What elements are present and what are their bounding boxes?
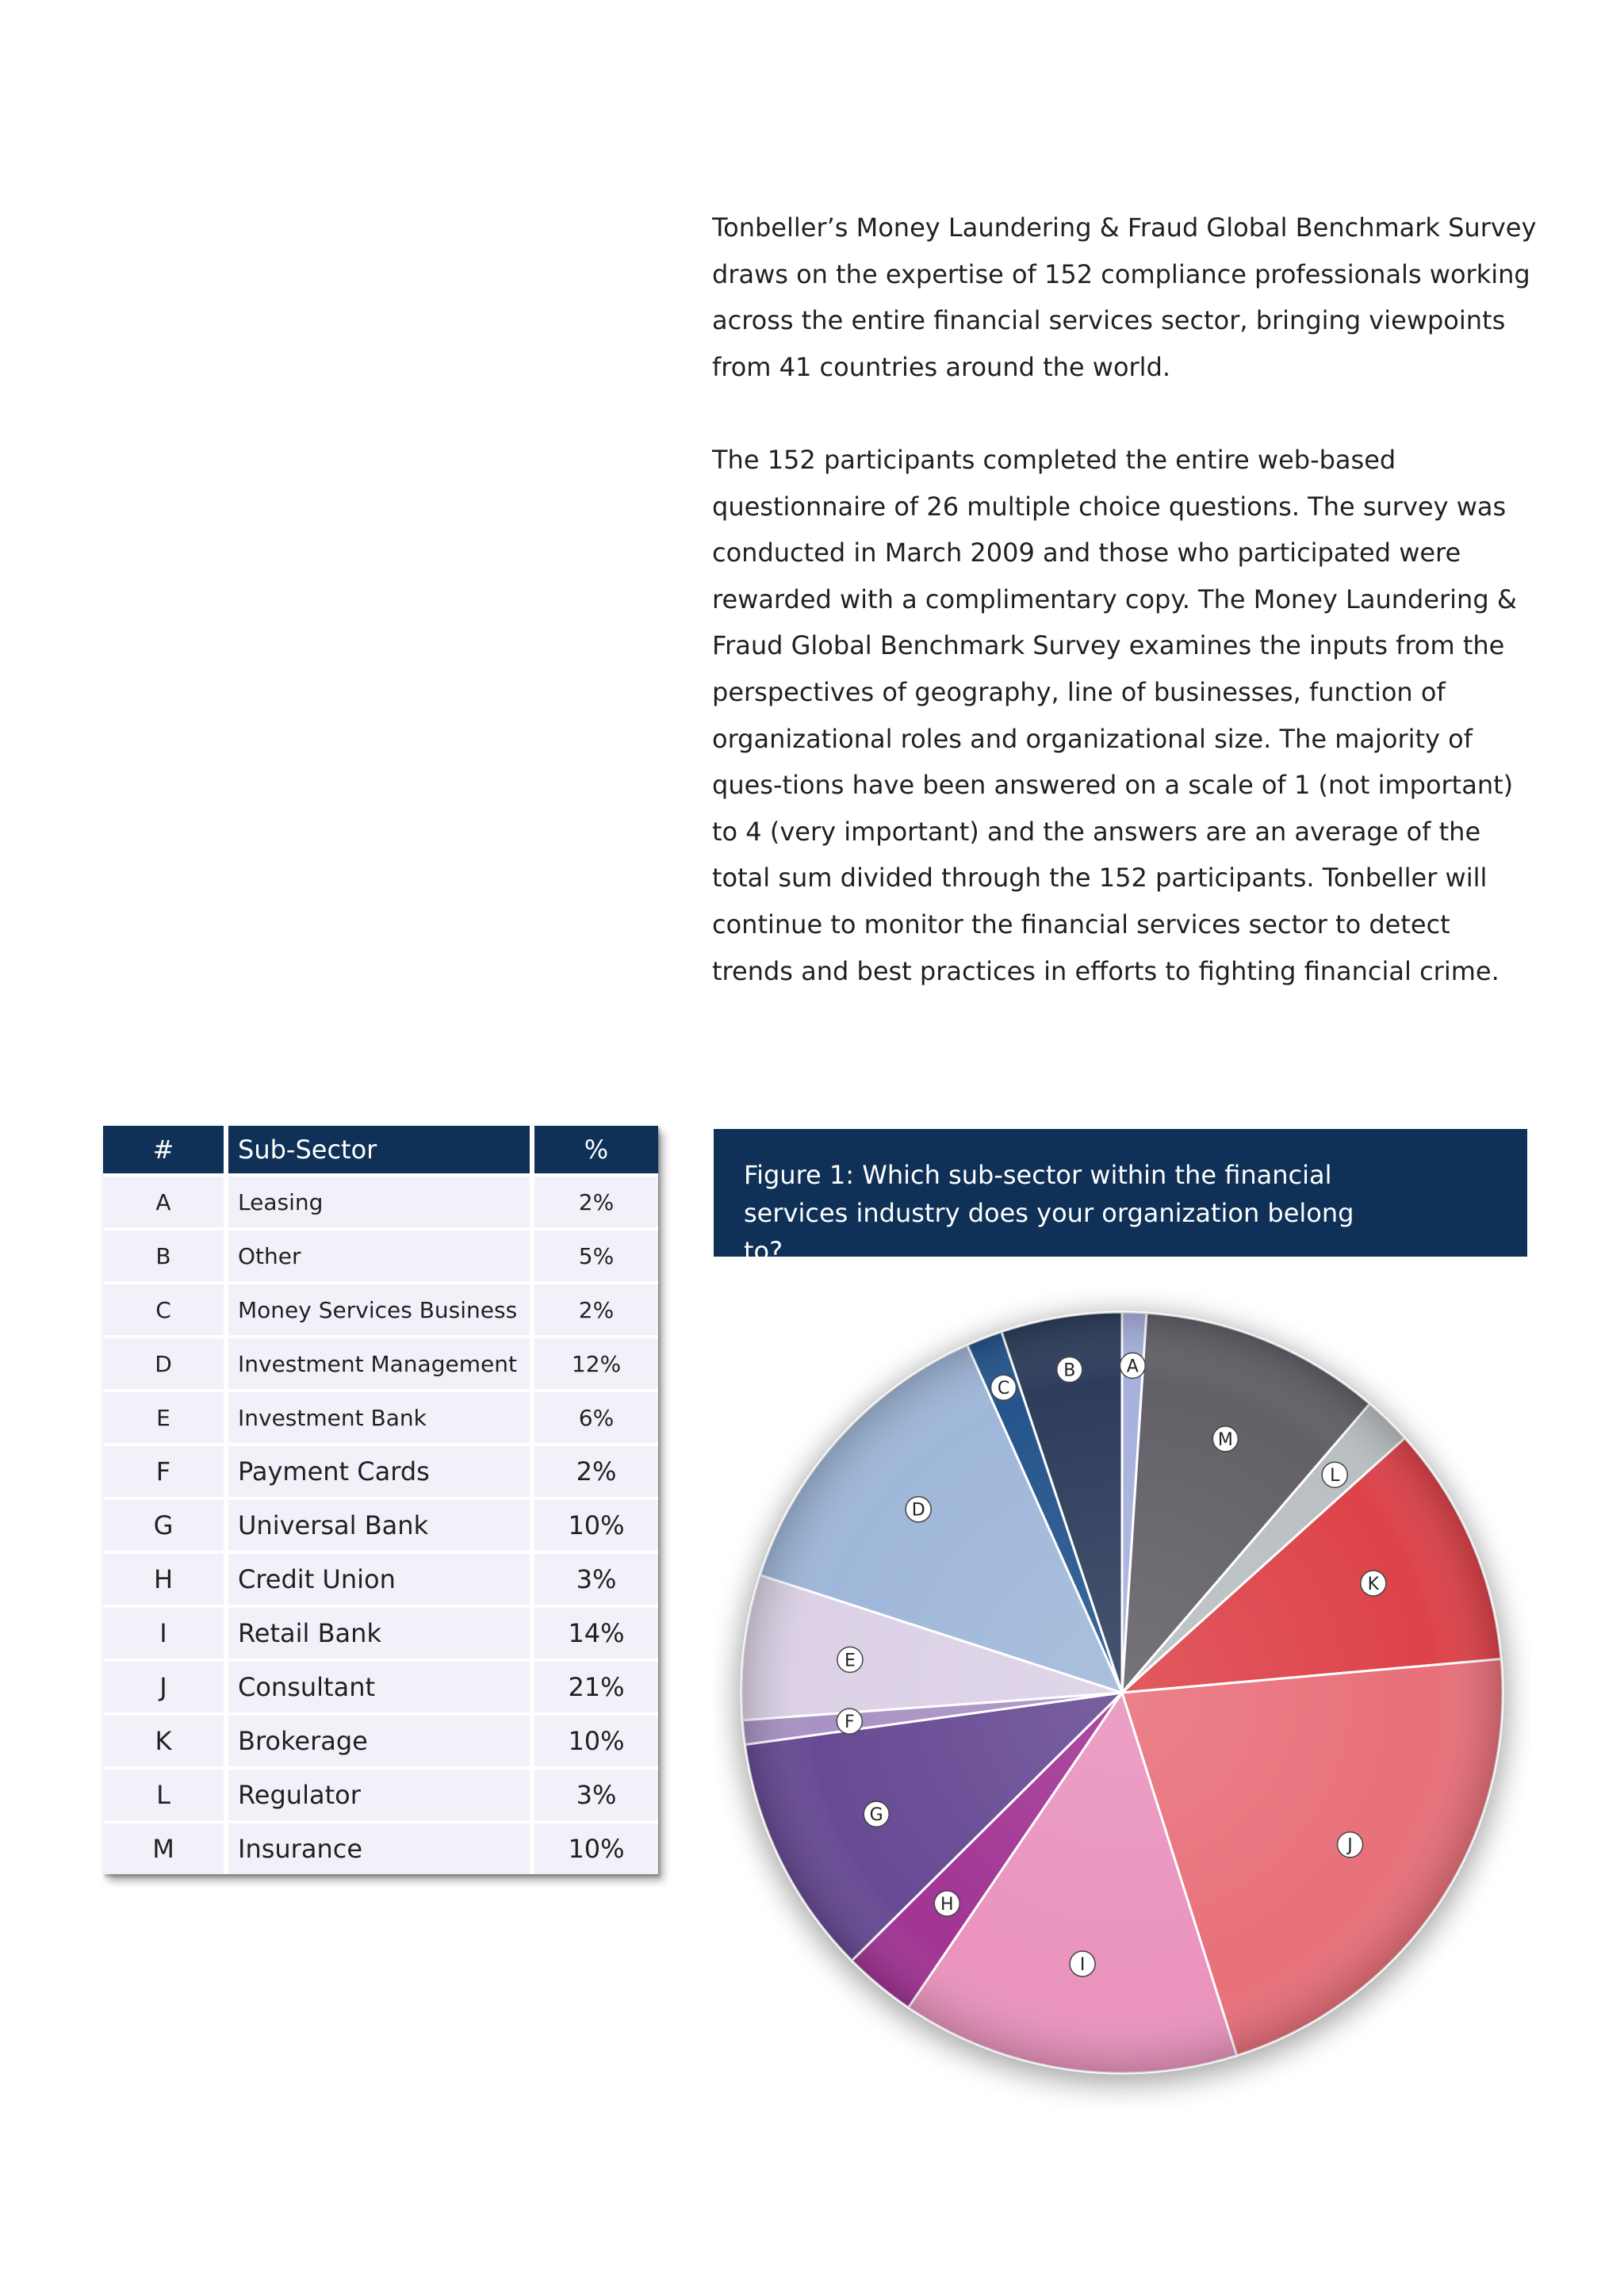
row-id: L [103,1770,224,1820]
pie-label-d [906,1497,931,1522]
row-id: H [103,1554,224,1605]
row-percent: 14% [534,1608,658,1659]
row-percent: 3% [534,1770,658,1820]
row-id: C [103,1284,224,1335]
row-percent: 2% [534,1177,658,1227]
svg-text:G: G [869,1805,883,1826]
table-row [103,1554,658,1605]
svg-text:K: K [1367,1574,1380,1594]
row-id: D [103,1338,224,1389]
row-percent: 5% [534,1230,658,1281]
figure-title: Figure 1: Which sub-sector within the financial services industry does your organization belong to? [744,1160,1354,1266]
row-sub-sector: Brokerage [228,1716,530,1766]
table-row [103,1770,658,1820]
table-header-row [103,1126,658,1173]
row-percent: 10% [534,1716,658,1766]
svg-text:F: F [844,1712,855,1733]
svg-text:E: E [844,1651,856,1671]
header-id: # [103,1126,224,1173]
table-row [103,1446,658,1497]
svg-text:M: M [1217,1429,1233,1450]
table-row [103,1392,658,1443]
svg-text:L: L [1330,1466,1340,1487]
row-percent: 12% [534,1338,658,1389]
pie-label-g [864,1801,889,1827]
row-id: J [103,1662,224,1712]
row-id: A [103,1177,224,1227]
pie-label-l [1322,1462,1347,1487]
intro-paragraph-1: Tonbeller’s Money Laundering & Fraud Global Benchmark Survey draws on the expertise of 152 compliance professionals working across the entire financial services sector, bringing viewpoints from 41 countries around the world. [712,212,1537,382]
header-sub-sector: Sub-Sector [228,1126,530,1173]
svg-text:J: J [1347,1835,1353,1856]
row-sub-sector: Universal Bank [228,1500,530,1551]
table-row [103,1608,658,1659]
row-sub-sector: Investment Bank [228,1392,530,1443]
svg-text:I: I [1079,1954,1086,1975]
table-row [103,1500,658,1551]
row-sub-sector: Consultant [228,1662,530,1712]
pie-label-e [837,1647,863,1672]
row-sub-sector: Payment Cards [228,1446,530,1497]
row-sub-sector: Money Services Business [228,1284,530,1335]
svg-text:C: C [997,1379,1010,1399]
row-percent: 10% [534,1500,658,1551]
figure-title-box [714,1129,1527,1266]
row-sub-sector: Other [228,1230,530,1281]
sub-sector-table [103,1126,658,1874]
row-id: E [103,1392,224,1443]
pie-shading [741,1312,1503,2073]
row-percent: 3% [534,1554,658,1605]
row-percent: 2% [534,1284,658,1335]
row-sub-sector: Investment Management [228,1338,530,1389]
table-row [103,1230,658,1281]
row-id: K [103,1716,224,1766]
intro-paragraph-2: The 152 participants completed the entire web-based questionnaire of 26 multiple choice questions. The survey was conducted in March 2009 and those who participated were rewarded with a complimentary copy. The Money Laundering & Fraud Global Benchmark Survey examines the inputs from the perspectives of geography, line of businesses, function of organizational roles and organizational size. The majority of ques-tions have been answered on a scale of 1 (not important) to 4 (very important) and the answers are an average of the total sum divided through the 152 participants. Tonbeller will continue to monitor the financial services sector to detect trends and best practices in efforts to fighting financial crime. [712,444,1517,986]
table-row [103,1662,658,1712]
row-id: G [103,1500,224,1551]
row-percent: 2% [534,1446,658,1497]
header-percent: % [534,1126,658,1173]
pie-label-m [1212,1426,1238,1452]
row-id: I [103,1608,224,1659]
row-id: B [103,1230,224,1281]
svg-text:D: D [911,1500,925,1521]
svg-text:B: B [1063,1360,1076,1381]
row-percent: 10% [534,1823,658,1874]
pie-chart [714,1284,1530,2109]
row-sub-sector: Leasing [228,1177,530,1227]
pie-label-f [837,1709,862,1734]
pie-label-i [1070,1951,1095,1976]
pie-label-a [1120,1353,1145,1378]
pie-label-h [934,1891,959,1916]
table-row [103,1338,658,1389]
svg-text:A: A [1126,1357,1139,1377]
row-sub-sector: Credit Union [228,1554,530,1605]
pie-label-k [1361,1571,1386,1596]
row-id: M [103,1823,224,1874]
table-row [103,1284,658,1335]
pie-label-b [1057,1357,1082,1383]
pie-label-c [991,1375,1017,1400]
intro-text [712,205,1537,994]
row-id: F [103,1446,224,1497]
row-percent: 6% [534,1392,658,1443]
row-percent: 21% [534,1662,658,1712]
table-row [103,1716,658,1766]
row-sub-sector: Retail Bank [228,1608,530,1659]
svg-text:H: H [940,1894,954,1915]
pie-label-j [1338,1832,1363,1858]
table-row [103,1823,658,1874]
row-sub-sector: Insurance [228,1823,530,1874]
row-sub-sector: Regulator [228,1770,530,1820]
table-row [103,1177,658,1227]
